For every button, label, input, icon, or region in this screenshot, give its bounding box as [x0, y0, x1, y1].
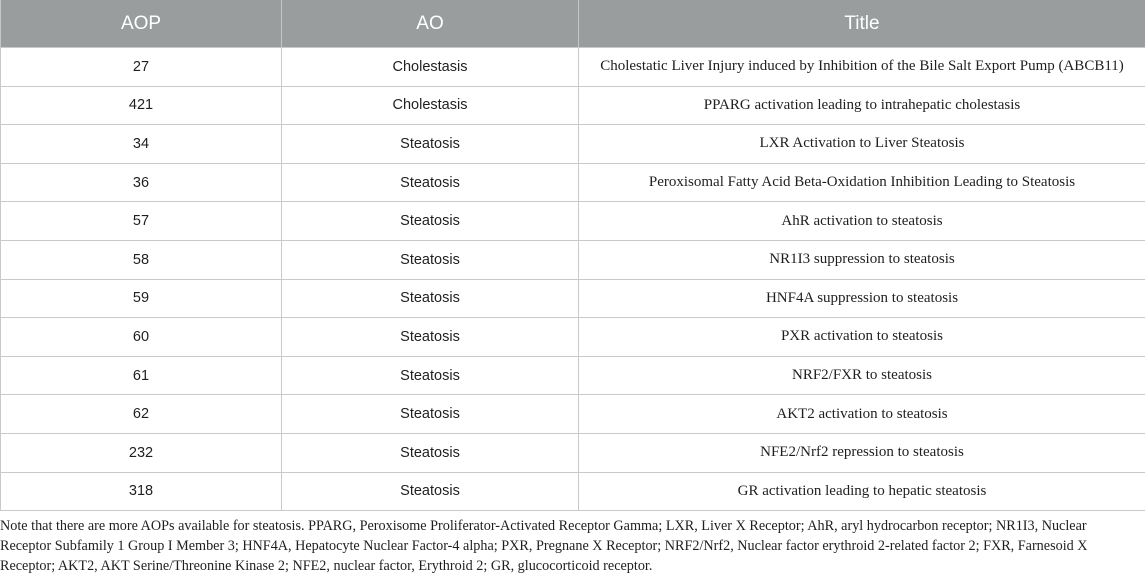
ao-cell: Steatosis: [282, 395, 579, 434]
ao-cell: Cholestasis: [282, 48, 579, 87]
title-cell: NRF2/FXR to steatosis: [579, 356, 1145, 395]
title-cell: GR activation leading to hepatic steatosis: [579, 472, 1145, 511]
title-cell: Peroxisomal Fatty Acid Beta-Oxidation Inhibition Leading to Steatosis: [579, 163, 1145, 202]
title-cell: Cholestatic Liver Injury induced by Inhibition of the Bile Salt Export Pump (ABCB11): [579, 48, 1145, 87]
table-row: [1, 318, 1145, 357]
ao-cell: Steatosis: [282, 279, 579, 318]
ao-cell: Steatosis: [282, 433, 579, 472]
ao-cell: Cholestasis: [282, 86, 579, 125]
aop-cell: 60: [1, 318, 282, 357]
aop-cell: 61: [1, 356, 282, 395]
aop-cell: 232: [1, 433, 282, 472]
table-row: [1, 48, 1145, 87]
aop-cell: 27: [1, 48, 282, 87]
title-cell: AhR activation to steatosis: [579, 202, 1145, 241]
table-header: [1, 0, 1145, 48]
ao-cell: Steatosis: [282, 472, 579, 511]
title-cell: PXR activation to steatosis: [579, 318, 1145, 357]
ao-cell: Steatosis: [282, 318, 579, 357]
title-cell: NR1I3 suppression to steatosis: [579, 240, 1145, 279]
aop-cell: 62: [1, 395, 282, 434]
ao-cell: Steatosis: [282, 163, 579, 202]
aop-cell: 36: [1, 163, 282, 202]
header-title: Title: [579, 0, 1145, 48]
table-row: [1, 240, 1145, 279]
table-row: [1, 472, 1145, 511]
title-cell: NFE2/Nrf2 repression to steatosis: [579, 433, 1145, 472]
table-row: [1, 279, 1145, 318]
table-row: [1, 202, 1145, 241]
ao-cell: Steatosis: [282, 240, 579, 279]
header-row: [1, 0, 1145, 48]
aop-cell: 59: [1, 279, 282, 318]
table-row: [1, 356, 1145, 395]
table-footnote: Note that there are more AOPs available for steatosis. PPARG, Peroxisome Proliferator-Activated Receptor Gamma; LXR, Liver X Receptor; AhR, aryl hydrocarbon receptor; NR1I3, Nuclear Receptor Subfamily 1 Group I Member 3; HNF4A, Hepatocyte Nuclear Factor-4 alpha; PXR, Pregnane X Receptor; NRF2/Nrf2, Nuclear factor erythroid 2-related factor 2; FXR, Farnesoid X Receptor; AKT2, AKT Serine/Threonine Kinase 2; NFE2, nuclear factor, Erythroid 2; GR, glucocorticoid receptor.: [0, 518, 1088, 574]
table-row: [1, 86, 1145, 125]
aop-cell: 421: [1, 86, 282, 125]
title-cell: HNF4A suppression to steatosis: [579, 279, 1145, 318]
aop-cell: 34: [1, 125, 282, 164]
title-cell: AKT2 activation to steatosis: [579, 395, 1145, 434]
title-cell: PPARG activation leading to intrahepatic cholestasis: [579, 86, 1145, 125]
title-cell: LXR Activation to Liver Steatosis: [579, 125, 1145, 164]
table-row: [1, 395, 1145, 434]
aop-cell: 57: [1, 202, 282, 241]
ao-cell: Steatosis: [282, 125, 579, 164]
ao-cell: Steatosis: [282, 202, 579, 241]
aop-cell: 318: [1, 472, 282, 511]
ao-cell: Steatosis: [282, 356, 579, 395]
table-row: [1, 433, 1145, 472]
header-aop: AOP: [1, 0, 282, 48]
table-body: [1, 48, 1145, 511]
table-row: [1, 125, 1145, 164]
header-ao: AO: [282, 0, 579, 48]
aop-cell: 58: [1, 240, 282, 279]
table-row: [1, 163, 1145, 202]
